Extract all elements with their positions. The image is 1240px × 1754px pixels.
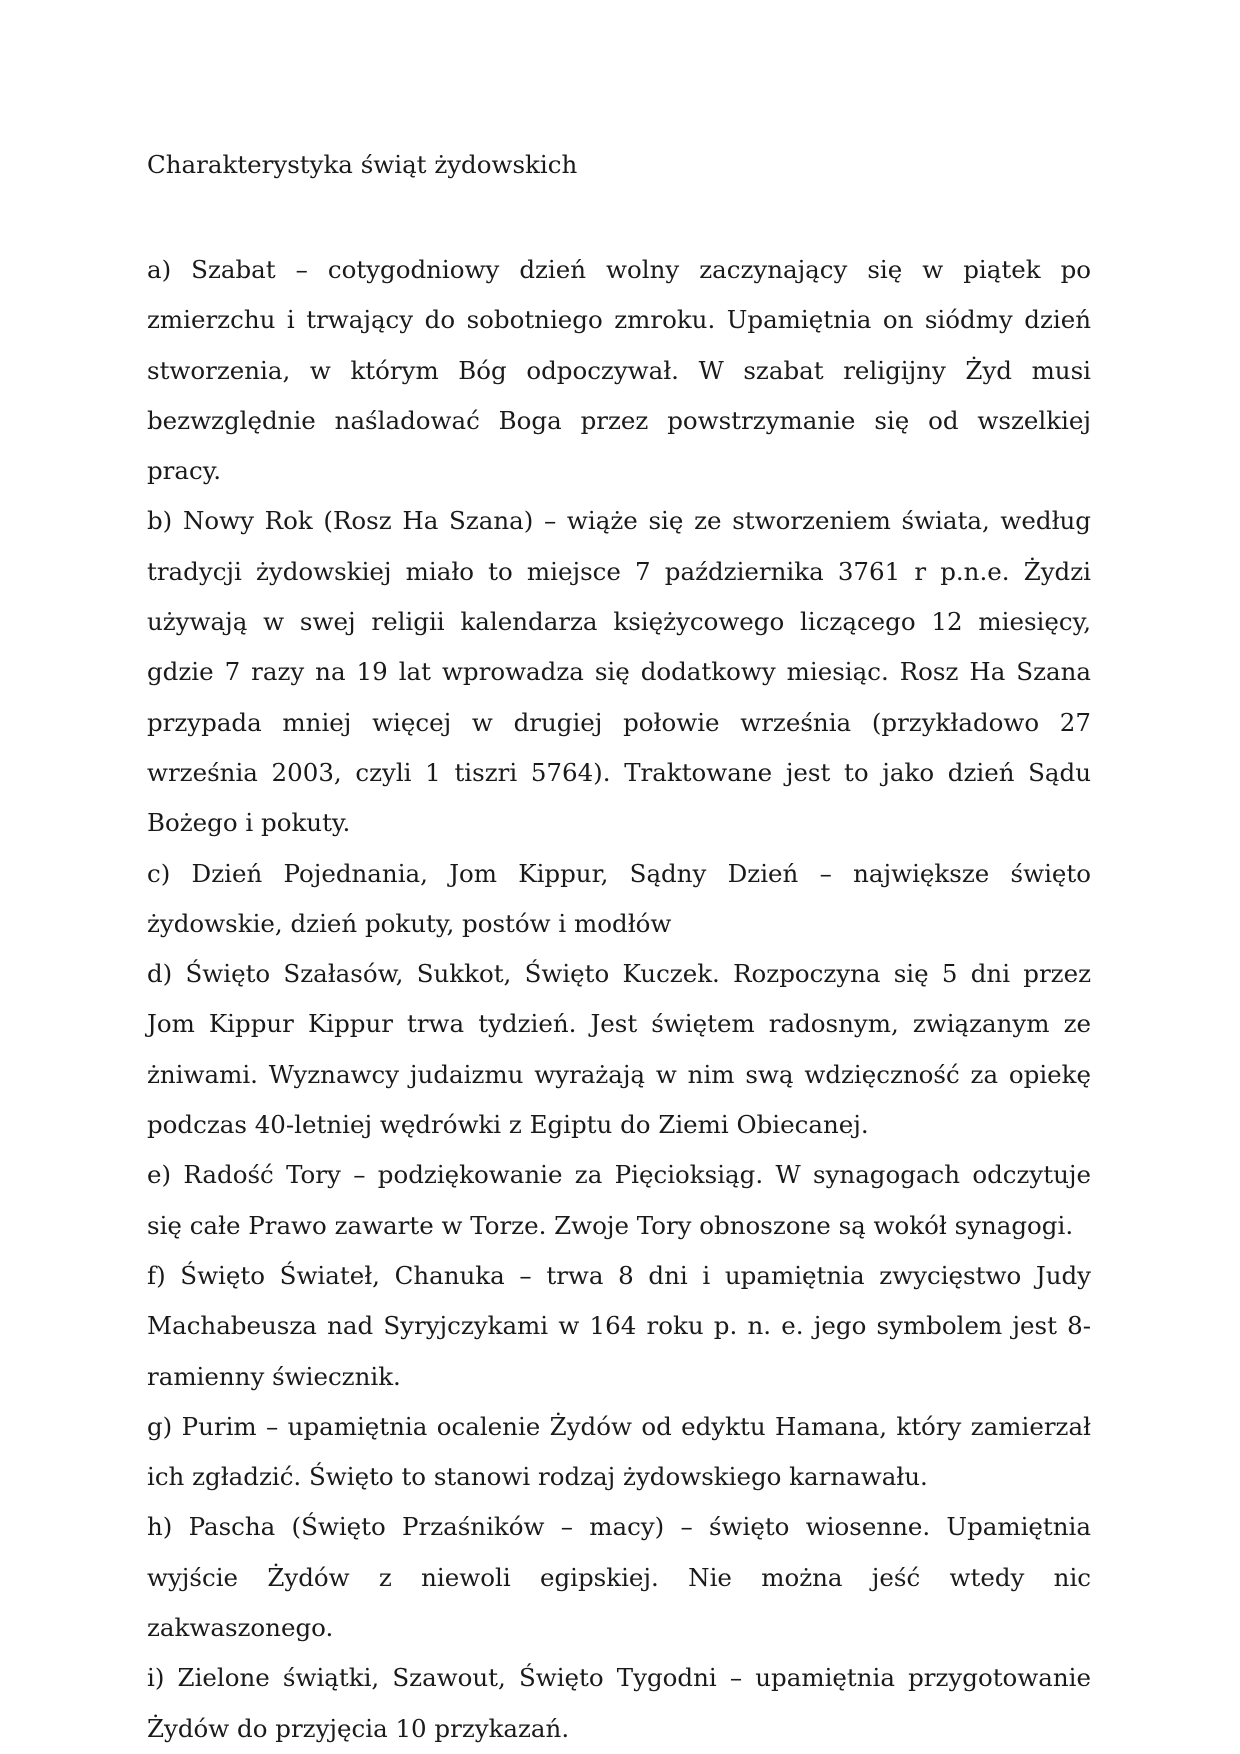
paragraph-szabat: a) Szabat – cotygodniowy dzień wolny zaczynający się w piątek po zmierzchu i trwający do sobotniego zmroku. Upamiętnia on siódmy dzień stworzenia, w którym Bóg odpoczywał. W szabat religijny Żyd musi bezwzględnie naśladować Boga przez powstrzymanie się od wszelkiej pracy.	[147, 255, 1091, 486]
paragraph-pascha: h) Pascha (Święto Przaśników – macy) – święto wiosenne. Upamiętnia wyjście Żydów z niewoli egipskiej. Nie można jeść wtedy nic zakwaszonego.	[147, 1512, 1091, 1643]
paragraph-nowy-rok: b) Nowy Rok (Rosz Ha Szana) – wiąże się ze stworzeniem świata, według tradycji żydowskiej miało to miejsce 7 października 3761 r p.n.e. Żydzi używają w swej religii kalendarza księżycowego liczącego 12 miesięcy, gdzie 7 razy na 19 lat wprowadza się dodatkowy miesiąc. Rosz Ha Szana przypada mniej więcej w drugiej połowie września (przykładowo 27 września 2003, czyli 1 tiszri 5764). Traktowane jest to jako dzień Sądu Bożego i pokuty.	[147, 506, 1091, 838]
document-body	[147, 245, 1091, 1754]
paragraph-sukkot: d) Święto Szałasów, Sukkot, Święto Kuczek. Rozpoczyna się 5 dni przez Jom Kippur Kippur trwa tydzień. Jest świętem radosnym, związanym ze żniwami. Wyznawcy judaizmu wyrażają w nim swą wdzięczność za opiekę podczas 40-letniej wędrówki z Egiptu do Ziemi Obiecanej.	[147, 959, 1091, 1140]
paragraph-szawout: i) Zielone świątki, Szawout, Święto Tygodni – upamiętnia przygotowanie Żydów do przyjęcia 10 przykazań.	[147, 1663, 1091, 1743]
paragraph-radosc-tory: e) Radość Tory – podziękowanie za Pięcioksiąg. W synagogach odczytuje się całe Prawo zawarte w Torze. Zwoje Tory obnoszone są wokół synagogi.	[147, 1160, 1091, 1240]
document-title: Charakterystyka świąt żydowskich	[147, 150, 578, 179]
paragraph-jom-kippur: c) Dzień Pojednania, Jom Kippur, Sądny Dzień – największe święto żydowskie, dzień pokuty, postów i modłów	[147, 858, 1091, 938]
paragraph-chanuka: f) Święto Świateł, Chanuka – trwa 8 dni i upamiętnia zwycięstwo Judy Machabeusza nad Syryjczykami w 164 roku p. n. e. jego symbolem jest 8-ramienny świecznik.	[147, 1260, 1091, 1391]
paragraph-purim: g) Purim – upamiętnia ocalenie Żydów od edyktu Hamana, który zamierzał ich zgładzić. Święto to stanowi rodzaj żydowskiego karnawału.	[147, 1411, 1091, 1492]
